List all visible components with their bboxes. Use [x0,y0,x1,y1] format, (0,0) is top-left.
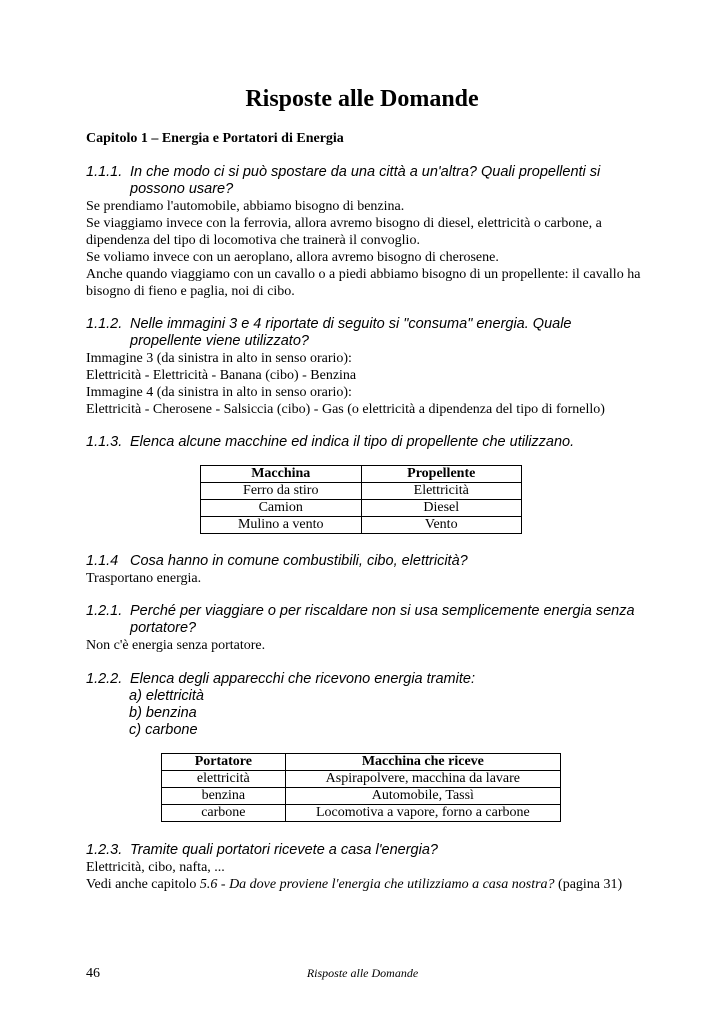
question-block-1-2-3 [86,842,646,893]
answer-line [86,876,646,893]
table-row [162,805,561,822]
question [86,603,646,637]
answer-line: Elettricità - Elettricità - Banana (cibo) - Benzina [86,368,357,383]
column-header: Propellente [361,466,522,483]
question-block-1-1-1 [86,164,646,300]
table-cell: Ferro da stiro [201,483,362,500]
table-cell: Diesel [361,500,522,517]
question [86,434,646,451]
question-block-1-1-3 [86,434,646,451]
answer-line: Elettricità - Cherosene - Salsiccia (cibo) - Gas (o elettricità a dipendenza del tipo di fornello) [86,402,605,417]
carriers-table [161,753,561,822]
question-number: 1.2.3. [86,842,123,858]
list-item: c) carbone [129,722,198,738]
question-block-1-2-2 [86,671,646,739]
question [86,164,646,198]
page-title: Risposte alle Domande [245,86,479,112]
question [86,553,646,570]
column-header: Portatore [162,754,286,771]
table-cell: Automobile, Tassì [285,788,560,805]
question-block-1-1-4 [86,553,646,587]
chapter-reference: 5.6 - Da dove proviene l'energia che utilizziamo a casa nostra? [199,877,555,892]
table-header-row [201,466,522,483]
footer-title: Risposte alle Domande [306,966,419,980]
question [86,842,646,859]
question-text: Tramite quali portatori ricevete a casa l'energia? [130,842,438,858]
answer-line: Elettricità, cibo, nafta, ... [86,860,225,875]
answer-line: Immagine 4 (da sinistra in alto in senso orario): [86,385,352,400]
page-number: 46 [86,966,100,981]
question-number: 1.1.2. [86,316,123,332]
question-number: 1.1.4 [86,553,119,569]
table-cell: benzina [162,788,286,805]
table-row [201,500,522,517]
answer-line: Se prendiamo l'automobile, abbiamo bisogno di benzina. [86,199,405,214]
question-block-1-1-2 [86,316,646,418]
answer-line: Se voliamo invece con un aeroplano, allora avremo bisogno di cherosene. [86,250,499,265]
answer-text: Vedi anche capitolo [86,877,200,892]
table-header-row [162,754,561,771]
question-number: 1.2.2. [86,671,123,687]
table-row [201,483,522,500]
answer-line: Trasportano energia. [86,571,202,586]
machines-table [200,465,522,534]
answer-line: Non c'è energia senza portatore. [86,638,266,653]
question-text: Nelle immagini 3 e 4 riportate di seguito si "consuma" energia. Quale propellente viene utilizzato? [130,316,572,349]
list-item: b) benzina [129,705,197,721]
table-cell: Camion [201,500,362,517]
question-block-1-2-1 [86,603,646,654]
table-cell: Elettricità [361,483,522,500]
question-text: Elenca alcune macchine ed indica il tipo di propellente che utilizzano. [130,434,575,450]
table-cell: Aspirapolvere, macchina da lavare [285,771,560,788]
question-number: 1.1.3. [86,434,123,450]
question-text: Elenca degli apparecchi che ricevono energia tramite: [130,671,475,687]
question-text: In che modo ci si può spostare da una città a un'altra? Quali propellenti si possono usare? [130,164,601,197]
table-row [201,517,522,534]
chapter-heading: Capitolo 1 – Energia e Portatori di Energia [86,131,344,146]
question-number: 1.2.1. [86,603,123,619]
table-row [162,788,561,805]
table-cell: elettricità [162,771,286,788]
column-header: Macchina [201,466,362,483]
question [86,671,646,688]
table-cell: Vento [361,517,522,534]
table-row [162,771,561,788]
table-cell: Locomotiva a vapore, forno a carbone [285,805,560,822]
answer-text: (pagina 31) [554,877,623,892]
question-number: 1.1.1. [86,164,123,180]
answer-line: Immagine 3 (da sinistra in alto in senso orario): [86,351,352,366]
table-cell: carbone [162,805,286,822]
table-cell: Mulino a vento [201,517,362,534]
question-text: Cosa hanno in comune combustibili, cibo, elettricità? [130,553,468,569]
question [86,316,646,350]
column-header: Macchina che riceve [285,754,560,771]
answer-line: Se viaggiamo invece con la ferrovia, allora avremo bisogno di diesel, elettricità o carbone, a dipendenza del tipo di locomotiva che trainerà il convoglio. [86,216,602,248]
answer-line: Anche quando viaggiamo con un cavallo o a piedi abbiamo bisogno di un propellente: il cavallo ha bisogno di fieno e paglia, noi di cibo. [86,267,641,299]
list-item: a) elettricità [129,688,204,704]
question-text: Perché per viaggiare o per riscaldare non si usa semplicemente energia senza portatore? [130,603,635,636]
